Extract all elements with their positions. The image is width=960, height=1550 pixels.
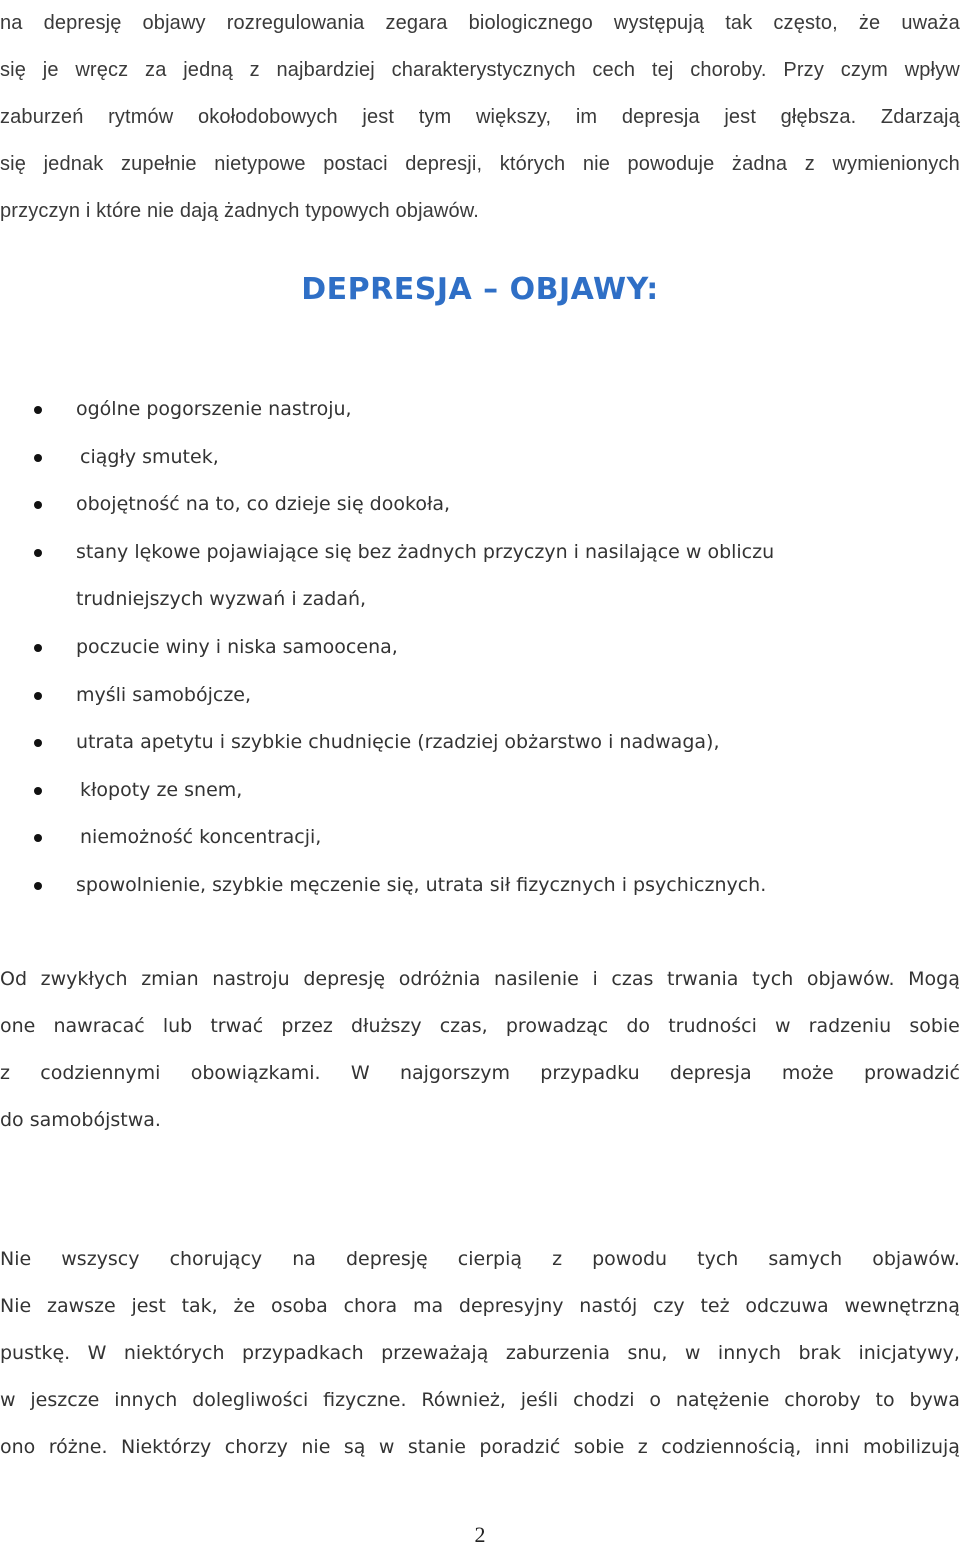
bullet-icon [34, 644, 42, 652]
word: wręcz [75, 59, 129, 81]
word: przez [281, 1015, 333, 1037]
word: obowiązkami. [190, 1062, 321, 1084]
word: głębsza. [780, 106, 857, 128]
bullet-icon [34, 787, 42, 795]
word: w [774, 1015, 791, 1037]
word: żadna [731, 153, 788, 175]
word: Przy [783, 59, 824, 81]
word: codziennością, [661, 1436, 802, 1458]
word: wszyscy [61, 1248, 140, 1270]
paragraph-line [0, 1283, 960, 1330]
word: objawów. [872, 1248, 960, 1270]
word: odczuwa [745, 1295, 829, 1317]
word: najgorszym [399, 1062, 511, 1084]
list-item [0, 481, 960, 529]
word: innych [717, 1342, 782, 1364]
list-item [0, 672, 960, 720]
word: zmian [141, 968, 199, 990]
paragraph-line [0, 1236, 960, 1283]
word: i [592, 968, 598, 990]
list-item-text: utrata apetytu i szybkie chudnięcie (rzadziej obżarstwo i nadwaga), [76, 731, 720, 754]
list-item [0, 624, 960, 672]
word: odróżnia [398, 968, 481, 990]
word: nawracać [53, 1015, 145, 1037]
paragraph-line [0, 1424, 960, 1471]
word: cierpią [457, 1248, 523, 1270]
word: większy, [475, 106, 552, 128]
word: lub [162, 1015, 193, 1037]
word: zaburzenia [505, 1342, 610, 1364]
word: brak [798, 1342, 842, 1364]
list-item-text: ciągły smutek, [80, 445, 219, 468]
list-item [0, 719, 960, 767]
paragraph-line [0, 1050, 960, 1097]
word: Od [0, 968, 28, 990]
word: depresji, [405, 153, 483, 175]
word: depresję [43, 12, 122, 34]
word: Również, [421, 1389, 506, 1411]
word: nie [582, 153, 610, 175]
word: samych [768, 1248, 843, 1270]
word: mobilizują [862, 1436, 960, 1458]
word: sobie [573, 1436, 625, 1458]
word: wpływ [904, 59, 960, 81]
word: chorzy [224, 1436, 288, 1458]
intro-paragraph [0, 0, 960, 235]
word: rozregulowania [226, 12, 365, 34]
word: w [378, 1436, 395, 1458]
word: chorujący [169, 1248, 263, 1270]
word: nietypowe [214, 153, 306, 175]
word: snu, [627, 1342, 668, 1364]
word: objawów. [806, 968, 895, 990]
word: też [700, 1295, 730, 1317]
word: ono [0, 1436, 36, 1458]
word: trudności [668, 1015, 757, 1037]
word: W [350, 1062, 370, 1084]
word: natężenie [675, 1389, 770, 1411]
word: Mogą [908, 968, 960, 990]
intro-line: przyczyn i które nie dają żadnych typowych objawów. [0, 200, 479, 222]
word: nasilenie [494, 968, 579, 990]
word: różne. [48, 1436, 108, 1458]
bullet-icon [34, 549, 42, 557]
word: do [626, 1015, 651, 1037]
word: innych [114, 1389, 178, 1411]
word: może [781, 1062, 834, 1084]
intro-line [0, 94, 960, 141]
word: zupełnie [121, 153, 197, 175]
page-number: 2 [474, 1522, 486, 1547]
word: czym [840, 59, 888, 81]
word: im [575, 106, 598, 128]
section-heading: DEPRESJA – OBJAWY: [301, 272, 659, 307]
list-item-text: trudniejszych wyzwań i zadań, [76, 588, 367, 611]
paragraph-variability [0, 1236, 960, 1471]
word: depresję [345, 1248, 428, 1270]
list-item-text: spowolnienie, szybkie męczenie się, utrata sił fizycznych i psychicznych. [76, 873, 767, 896]
word: nie [301, 1436, 331, 1458]
word: tych [752, 968, 794, 990]
word: one [0, 1015, 36, 1037]
intro-line [0, 47, 960, 94]
word: inicjatywy, [858, 1342, 960, 1364]
word: Zdarzają [880, 106, 960, 128]
list-item-continuation [0, 576, 960, 624]
intro-line [0, 141, 960, 188]
word: często, [773, 12, 838, 34]
word: W [87, 1342, 107, 1364]
word: poradzić [479, 1436, 561, 1458]
word: cech [592, 59, 636, 81]
word: się [0, 59, 27, 81]
word: depresyjny [458, 1295, 564, 1317]
bullet-icon [34, 834, 42, 842]
list-item [0, 814, 960, 862]
word: tych [697, 1248, 739, 1270]
word: z [0, 1062, 10, 1084]
word: nastój [579, 1295, 638, 1317]
list-item [0, 434, 960, 482]
word: powodu [592, 1248, 668, 1270]
word: wymienionych [832, 153, 960, 175]
bullet-icon [34, 454, 42, 462]
list-item-text: poczucie winy i niska samoocena, [76, 635, 398, 658]
list-item-text: kłopoty ze snem, [80, 778, 243, 801]
word: czas [611, 968, 654, 990]
paragraph-line [0, 1003, 960, 1050]
word: zegara [385, 12, 448, 34]
word: z [552, 1248, 563, 1270]
word: depresja [669, 1062, 752, 1084]
word: Nie [0, 1295, 32, 1317]
word: uważa [901, 12, 960, 34]
word: z [637, 1436, 648, 1458]
word: prowadzić [863, 1062, 960, 1084]
list-item-text: niemożność koncentracji, [80, 826, 322, 849]
paragraph-line [0, 956, 960, 1003]
word: depresja [621, 106, 700, 128]
word: za [145, 59, 167, 81]
word: prowadząc [505, 1015, 609, 1037]
word: nastroju [212, 968, 290, 990]
word: których [499, 153, 566, 175]
word: Nie [0, 1248, 32, 1270]
word: z [804, 153, 815, 175]
word: czy [653, 1295, 685, 1317]
word: depresję [303, 968, 386, 990]
word: niektórych [123, 1342, 225, 1364]
word: zwykłych [40, 968, 128, 990]
word: na [0, 12, 23, 34]
word: okołodobowych [197, 106, 338, 128]
paragraph-line [0, 1377, 960, 1424]
word: biologicznego [468, 12, 593, 34]
word: tym [418, 106, 452, 128]
word: sobie [909, 1015, 960, 1037]
word: osoba [270, 1295, 328, 1317]
list-item [0, 767, 960, 815]
bullet-icon [34, 406, 42, 414]
word: przypadkach [241, 1342, 364, 1364]
word: stanie [407, 1436, 466, 1458]
word: trwania [667, 968, 739, 990]
paragraph-line [0, 1330, 960, 1377]
word: trwać [210, 1015, 264, 1037]
word: zaburzeń [0, 106, 84, 128]
list-item-text: ogólne pogorszenie nastroju, [76, 398, 352, 420]
list-item-text: myśli samobójcze, [76, 683, 252, 706]
word: to [875, 1389, 895, 1411]
word: jeszcze [30, 1389, 100, 1411]
word: z [249, 59, 260, 81]
list-item [0, 529, 960, 577]
word: w [684, 1342, 701, 1364]
intro-line [0, 0, 960, 47]
word: fizyczne. [323, 1389, 407, 1411]
word: w [0, 1389, 16, 1411]
word: dłuższy [351, 1015, 422, 1037]
paragraph-severity [0, 956, 960, 1144]
word: że [233, 1295, 256, 1317]
paragraph-line: do samobójstwa. [0, 1109, 161, 1131]
word: jedną [183, 59, 233, 81]
bullet-icon [34, 692, 42, 700]
word: radzeniu [808, 1015, 892, 1037]
word: jest [131, 1295, 166, 1317]
word: się [0, 153, 27, 175]
word: chodzi [573, 1389, 635, 1411]
word: choroby [784, 1389, 861, 1411]
word: inni [814, 1436, 850, 1458]
word: jest [724, 106, 757, 128]
word: ma [412, 1295, 444, 1317]
list-item [0, 386, 960, 434]
word: tak [725, 12, 753, 34]
word: występują [613, 12, 705, 34]
list-item [0, 862, 960, 910]
word: choroby. [690, 59, 767, 81]
word: chora [343, 1295, 398, 1317]
word: objawy [142, 12, 206, 34]
word: charakterystycznych [391, 59, 576, 81]
word: postaci [323, 153, 388, 175]
bullet-icon [34, 501, 42, 509]
word: dolegliwości [192, 1389, 309, 1411]
word: na [292, 1248, 316, 1270]
word: jeśli [520, 1389, 559, 1411]
word: tak, [181, 1295, 218, 1317]
word: je [42, 59, 59, 81]
list-item-text: obojętność na to, co dzieje się dookoła, [76, 493, 451, 516]
word: rytmów [108, 106, 174, 128]
bullet-icon [34, 739, 42, 747]
word: że [858, 12, 881, 34]
word: wewnętrzną [844, 1295, 960, 1317]
symptom-list [0, 386, 960, 910]
word: codziennymi [40, 1062, 161, 1084]
bullet-icon [34, 882, 42, 890]
word: przeważają [381, 1342, 489, 1364]
word: przypadku [540, 1062, 640, 1084]
word: są [343, 1436, 366, 1458]
list-item-text: stany lękowe pojawiające się bez żadnych przyczyn i nasilające w obliczu [76, 540, 775, 563]
word: czas, [439, 1015, 488, 1037]
word: pustkę. [0, 1342, 71, 1364]
word: tej [651, 59, 674, 81]
word: powoduje [627, 153, 715, 175]
word: jest [362, 106, 395, 128]
word: zawsze [46, 1295, 116, 1317]
word: o [649, 1389, 661, 1411]
word: bywa [909, 1389, 960, 1411]
word: najbardziej [276, 59, 375, 81]
word: Niektórzy [121, 1436, 212, 1458]
word: jednak [43, 153, 104, 175]
